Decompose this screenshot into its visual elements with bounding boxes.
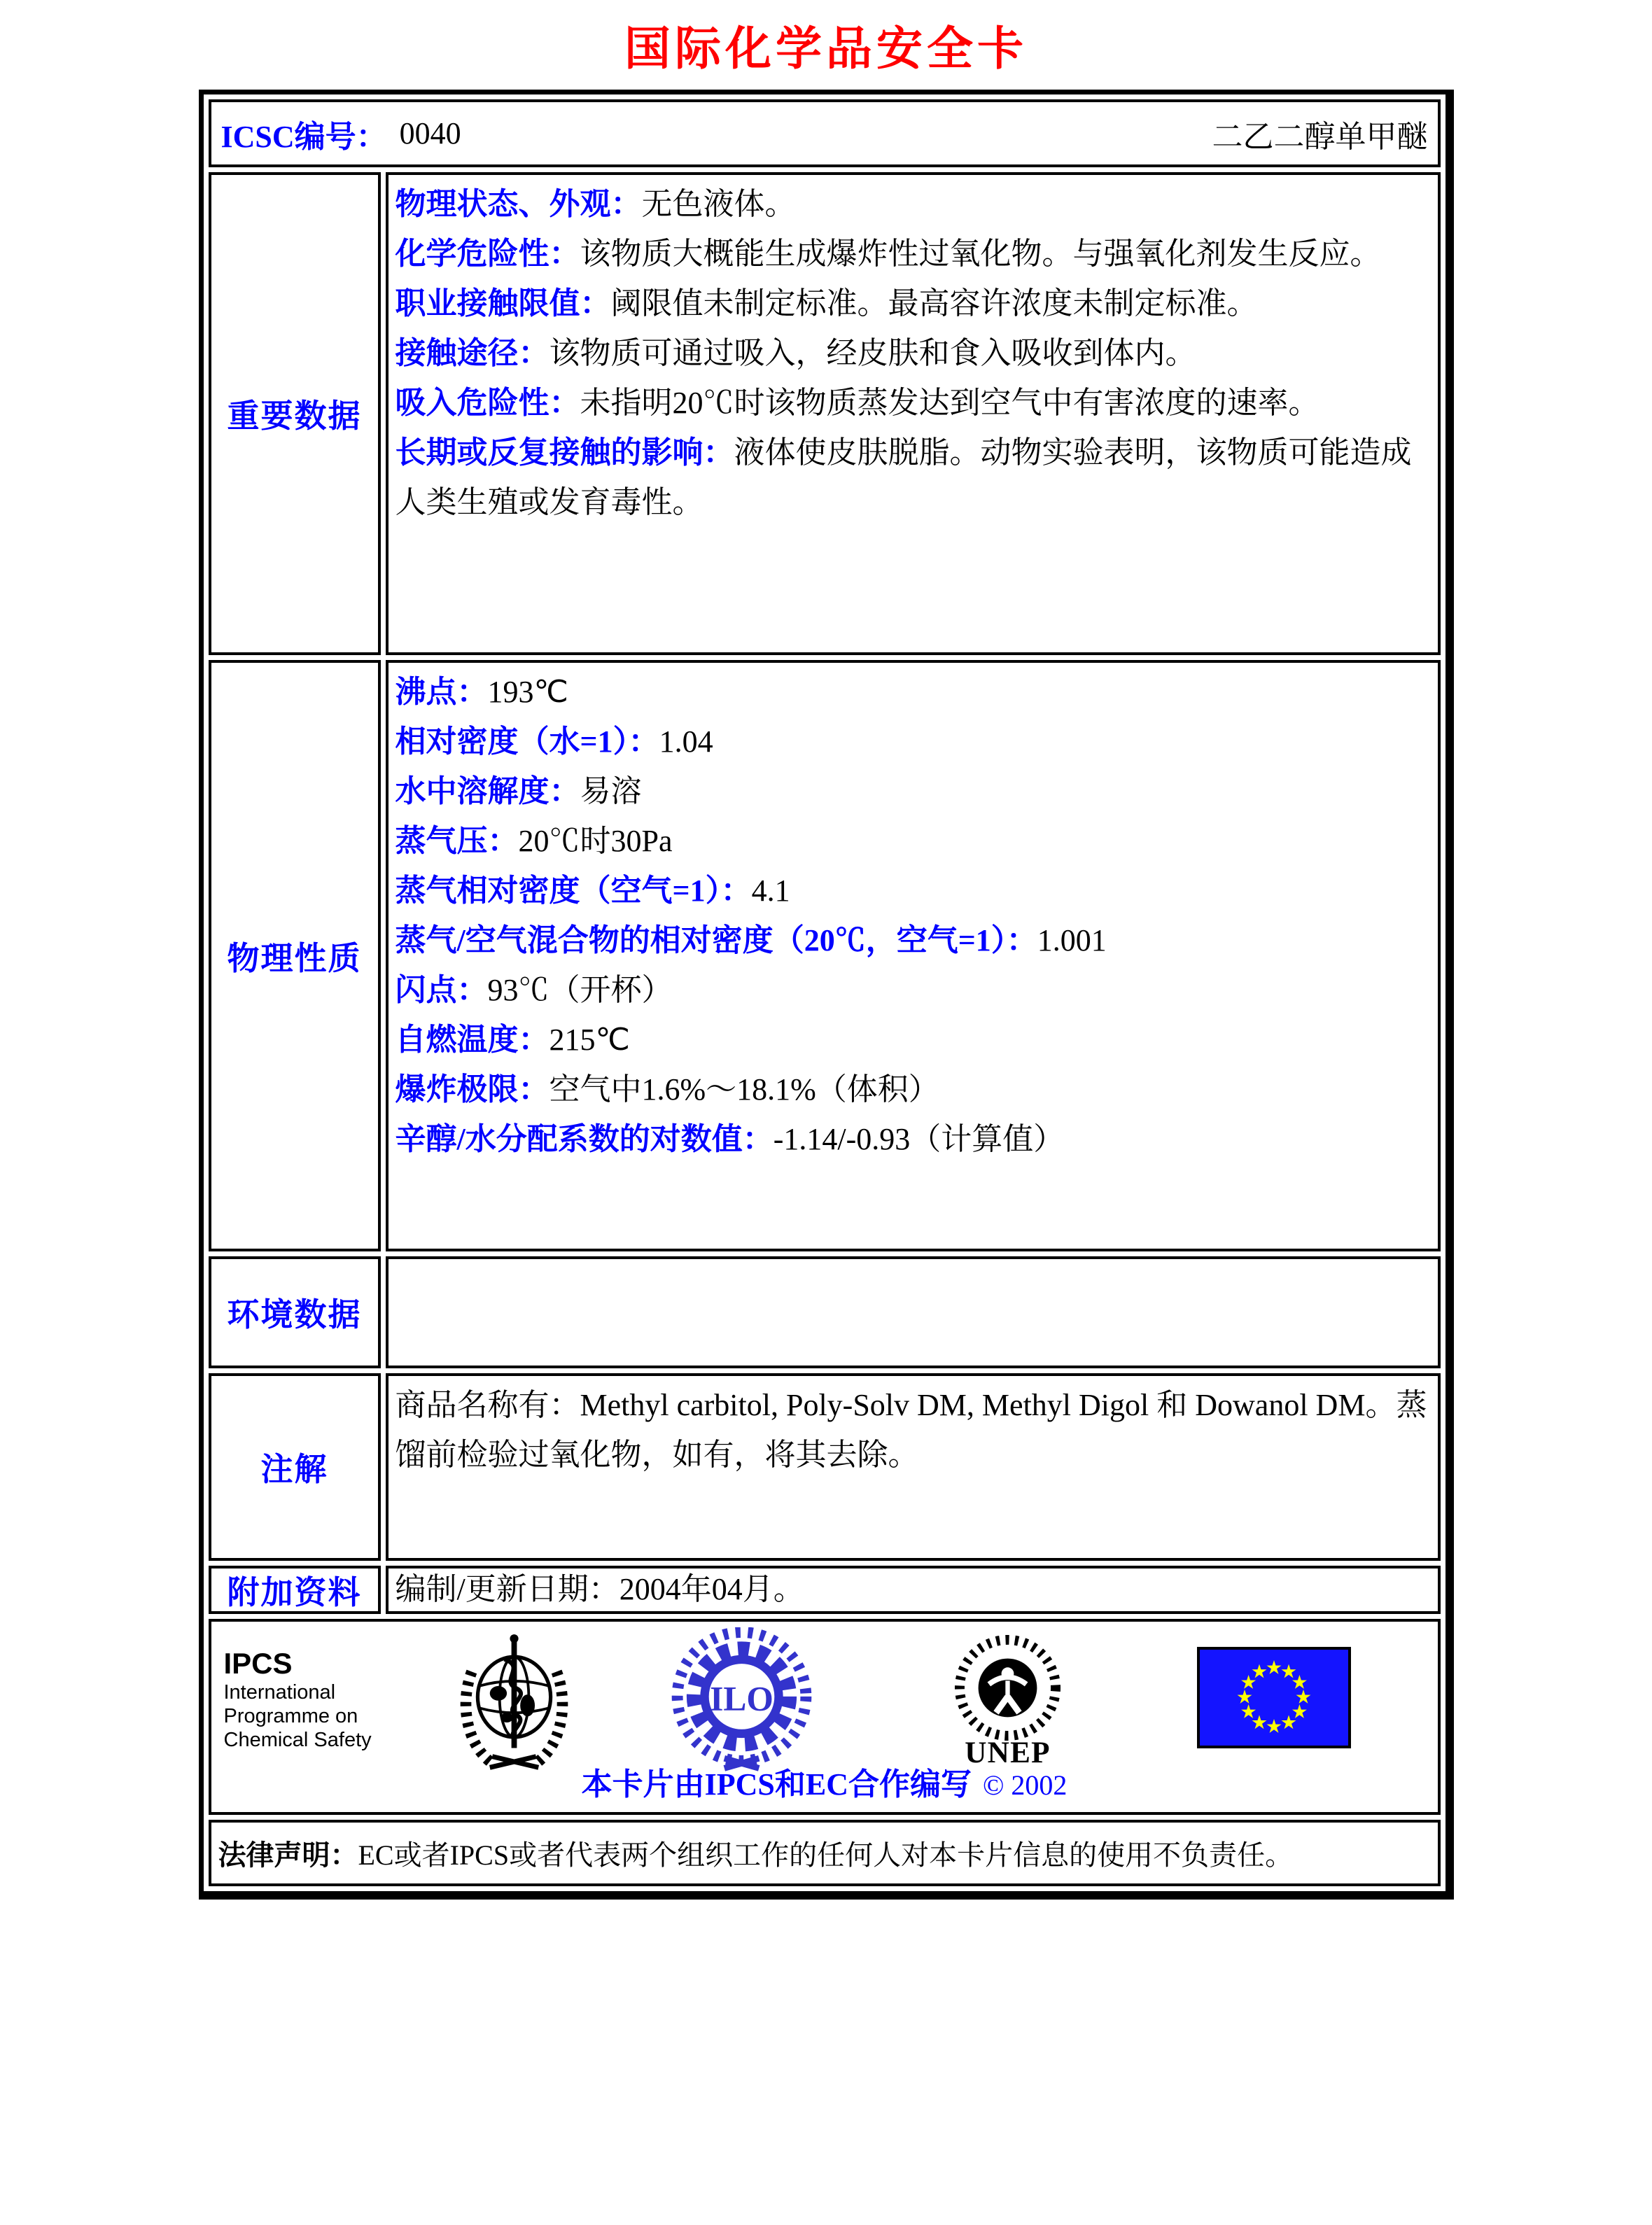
legal-row xyxy=(209,1820,1441,1886)
section-physical-properties xyxy=(209,660,1441,1251)
ipcs-block xyxy=(224,1647,372,1752)
data-item xyxy=(396,667,1428,717)
legal-text: EC或者IPCS或者代表两个组织工作的任何人对本卡片信息的使用不负责任。 xyxy=(358,1839,1294,1871)
field-value: 1.04 xyxy=(659,724,713,759)
data-item xyxy=(396,229,1428,279)
field-label: 蒸气/空气混合物的相对密度（20℃，空气=1）： xyxy=(395,923,1037,957)
ipcs-line: Programme on xyxy=(223,1705,358,1727)
data-item xyxy=(396,766,1428,816)
legal-cell xyxy=(209,1820,1441,1886)
data-item xyxy=(396,816,1428,866)
who-emblem-icon xyxy=(453,1630,575,1774)
section-notes xyxy=(209,1373,1441,1561)
section-label-notes: 注解 xyxy=(209,1373,381,1561)
data-item xyxy=(396,428,1428,527)
notes-text: 商品名称有：Methyl carbitol, Poly-Solv DM, Methyl Digol 和 Dowanol DM。蒸馏前检验过氧化物，如有，将其去除。 xyxy=(395,1388,1427,1472)
field-value: 该物质可通过吸入，经皮肤和食入吸收到体内。 xyxy=(549,336,1196,370)
data-item xyxy=(396,378,1428,428)
field-label: 长期或反复接触的影响： xyxy=(395,435,734,470)
field-value: 无色液体。 xyxy=(641,187,796,221)
icsc-number-label: ICSC编号： xyxy=(220,119,387,154)
section-label-physical-properties: 物理性质 xyxy=(209,660,381,1251)
field-label: 接触途径： xyxy=(395,336,550,370)
section-label-additional-info: 附加资料 xyxy=(209,1566,381,1614)
data-item xyxy=(396,179,1428,229)
unep-emblem-icon xyxy=(950,1626,1065,1776)
data-item xyxy=(396,965,1428,1015)
ilo-emblem-icon xyxy=(663,1627,820,1776)
card-caption xyxy=(211,1759,1438,1804)
field-value: 93℃（开杯） xyxy=(487,973,673,1007)
chemical-name: 二乙二醇单甲醚 xyxy=(1212,119,1428,154)
ipcs-line: Chemical Safety xyxy=(223,1729,372,1751)
logos-row xyxy=(209,1619,1441,1815)
ipcs-acronym: IPCS xyxy=(223,1647,293,1680)
field-label: 闪点： xyxy=(395,973,488,1007)
header-row xyxy=(209,99,1441,167)
field-label: 相对密度（水=1）： xyxy=(395,724,659,759)
field-label: 职业接触限值： xyxy=(395,286,611,321)
notes-content xyxy=(386,1373,1441,1561)
field-label: 蒸气压： xyxy=(395,824,519,858)
field-label: 吸入危险性： xyxy=(395,386,580,420)
field-value: 易溶 xyxy=(580,774,642,808)
icsc-card xyxy=(199,90,1454,1900)
field-value: 193℃ xyxy=(487,675,568,709)
field-value: 空气中1.6%～18.1%（体积） xyxy=(549,1072,939,1107)
eu-flag-icon xyxy=(1197,1647,1351,1748)
legal-label: 法律声明： xyxy=(218,1839,358,1871)
field-label: 物理状态、外观： xyxy=(395,187,642,221)
field-value: -1.14/-0.93（计算值） xyxy=(773,1122,1065,1156)
copyright-text: © 2002 xyxy=(982,1769,1068,1801)
data-item xyxy=(396,328,1428,378)
field-label: 化学危险性： xyxy=(395,237,580,271)
field-value: 1.001 xyxy=(1037,923,1107,957)
unep-text: UNEP xyxy=(964,1736,1051,1770)
field-value: 液体使皮肤脱脂。动物实验表明，该物质可能造成人类生殖或发育毒性。 xyxy=(395,435,1412,519)
field-value: 20℃时30Pa xyxy=(518,824,673,858)
field-label: 沸点： xyxy=(395,675,488,709)
logos-cell xyxy=(209,1619,1441,1815)
icsc-number-group xyxy=(221,111,461,156)
data-item xyxy=(396,915,1428,965)
field-value: 未指明20℃时该物质蒸发达到空气中有害浓度的速率。 xyxy=(580,386,1320,420)
field-label: 辛醇/水分配系数的对数值： xyxy=(395,1122,774,1156)
ipcs-line: International xyxy=(223,1681,336,1704)
field-label: 蒸气相对密度（空气=1）： xyxy=(395,873,752,908)
environmental-data-content xyxy=(386,1256,1441,1368)
important-data-content xyxy=(386,172,1441,655)
ilo-text: ILO xyxy=(709,1679,774,1718)
section-additional-info xyxy=(209,1566,1441,1614)
data-item xyxy=(396,1114,1428,1164)
field-label: 水中溶解度： xyxy=(395,774,580,808)
field-value: 215℃ xyxy=(549,1023,630,1057)
field-value: 阈限值未制定标准。最高容许浓度未制定标准。 xyxy=(610,286,1258,321)
data-item xyxy=(396,279,1428,328)
field-label: 自燃温度： xyxy=(395,1023,550,1057)
data-item xyxy=(396,1065,1428,1114)
physical-properties-content xyxy=(386,660,1441,1251)
section-environmental-data xyxy=(209,1256,1441,1368)
field-value: 该物质大概能生成爆炸性过氧化物。与强氧化剂发生反应。 xyxy=(580,237,1381,271)
data-item xyxy=(396,866,1428,915)
section-label-environmental-data: 环境数据 xyxy=(209,1256,381,1368)
header-cell xyxy=(209,99,1441,167)
data-item xyxy=(396,1015,1428,1065)
page-title: 国际化学品安全卡 xyxy=(624,24,1028,75)
section-label-important-data: 重要数据 xyxy=(209,172,381,655)
additional-info-content xyxy=(386,1566,1441,1614)
additional-info-text: 编制/更新日期：2004年04月。 xyxy=(395,1572,804,1607)
data-item xyxy=(396,717,1428,766)
field-label: 爆炸极限： xyxy=(395,1072,550,1107)
caption-text: 本卡片由IPCS和EC合作编写 xyxy=(581,1767,972,1802)
field-value: 4.1 xyxy=(751,873,790,908)
icsc-number-value: 0040 xyxy=(399,116,461,150)
section-important-data xyxy=(209,172,1441,655)
